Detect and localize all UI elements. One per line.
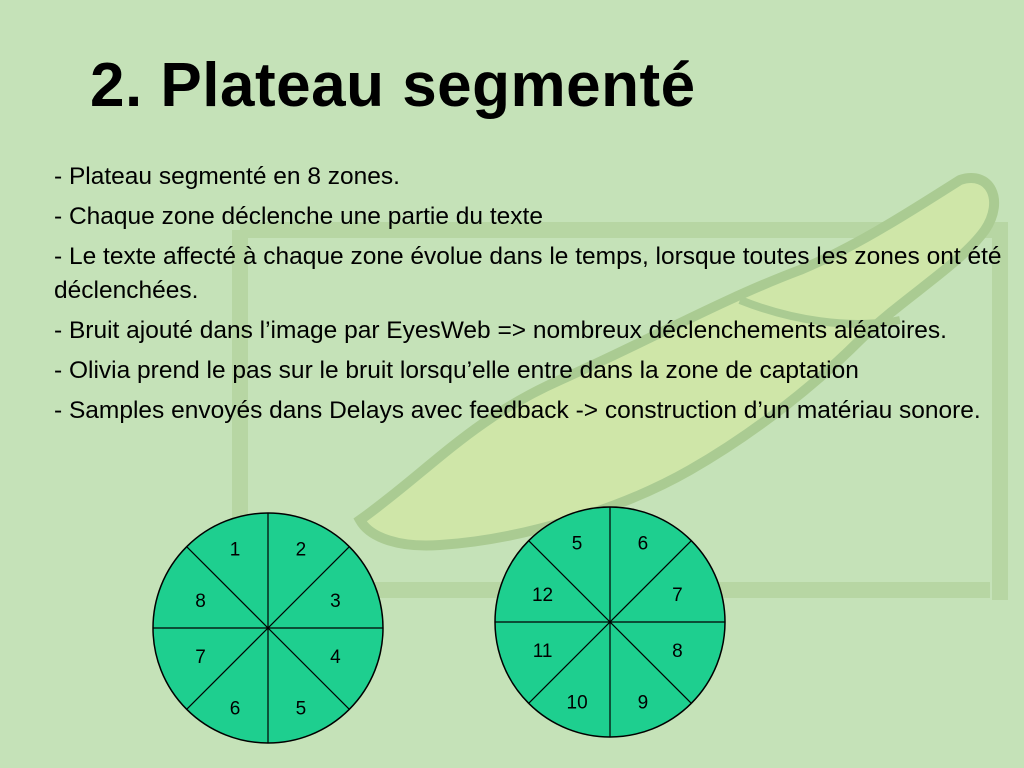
zone-label: 9: [637, 692, 649, 714]
zone-label: 8: [195, 591, 206, 613]
zone-label: 7: [672, 585, 683, 607]
bullet-item: - Olivia prend le pas sur le bruit lorsqu’elle entre dans la zone de captation: [54, 357, 859, 384]
zone-label: 6: [637, 533, 649, 555]
zone-diagram-1: [153, 513, 383, 743]
zone-label: 7: [195, 646, 206, 668]
slide-title: 2. Plateau segmenté: [90, 51, 696, 120]
bullet-item: - Plateau segmenté en 8 zones.: [54, 163, 400, 190]
zone-label: 5: [571, 533, 583, 555]
bullet-item: - Chaque zone déclenche une partie du texte: [54, 203, 543, 230]
zone-label: 10: [566, 692, 588, 714]
zone-diagram-2: [495, 507, 725, 737]
zone-label: 8: [672, 640, 683, 662]
zone-label: 1: [229, 539, 241, 561]
zone-label: 11: [532, 640, 553, 662]
zone-label: 2: [295, 539, 307, 561]
bullet-item: - Bruit ajouté dans l’image par EyesWeb => nombreux déclenchements aléatoires.: [54, 317, 947, 344]
zone-label: 3: [330, 591, 341, 613]
bullet-item: - Samples envoyés dans Delays avec feedback -> construction d’un matériau sonore.: [54, 397, 981, 424]
zone-label: 12: [531, 585, 554, 607]
bullet-item: - Le texte affecté à chaque zone évolue dans le temps, lorsque toutes les zones ont été déclenchées.: [54, 243, 1002, 304]
zone-label: 6: [229, 698, 241, 720]
zone-label: 5: [295, 698, 307, 720]
zone-label: 4: [330, 646, 341, 668]
